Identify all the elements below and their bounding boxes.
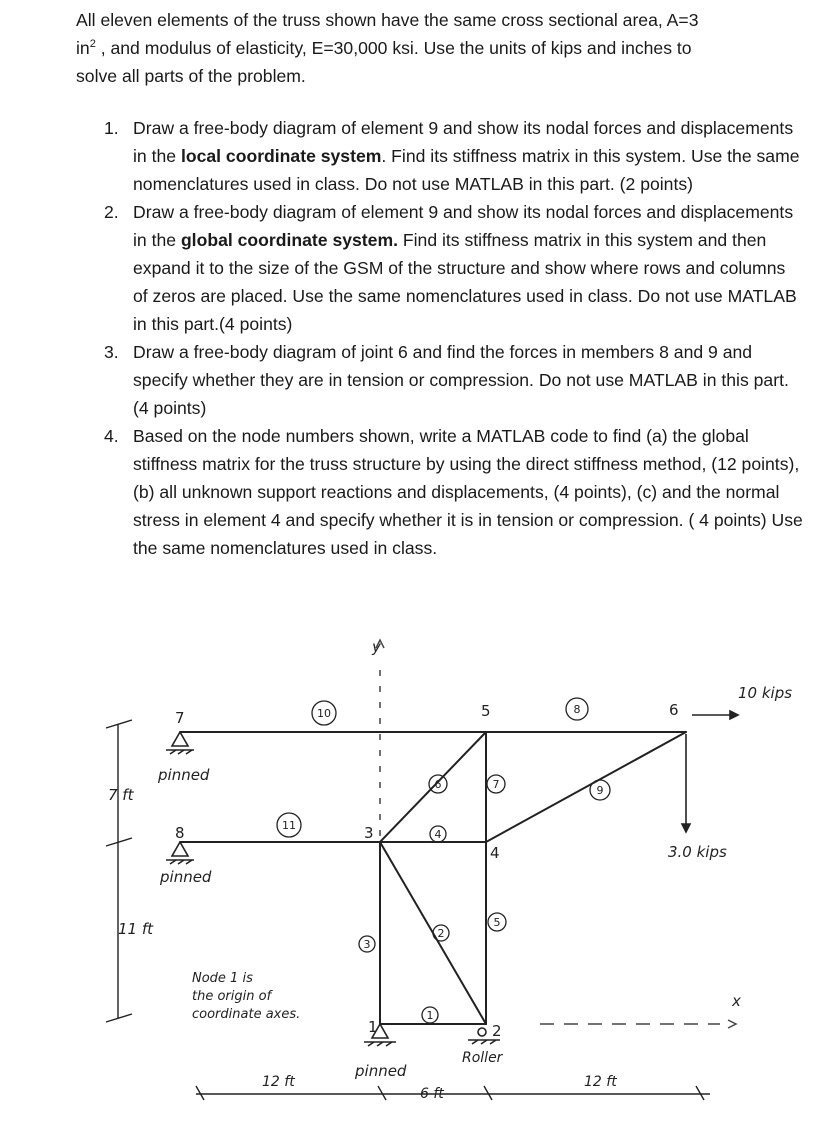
question-number: 3. [104, 342, 119, 362]
question-number: 2. [104, 202, 119, 222]
truss-diagram [0, 630, 818, 1122]
question-emphasis: global coordinate system. [180, 230, 398, 250]
y-axis-label: y [372, 638, 381, 656]
question-list [104, 114, 804, 562]
question-text: Draw a free-body diagram of element 9 and show its nodal forces and displacements in the [133, 202, 794, 250]
dimension-11ft: 11 ft [118, 920, 154, 938]
question-1 [104, 114, 804, 198]
node-label: 5 [481, 702, 491, 720]
dimension-12ft-left: 12 ft [262, 1074, 295, 1090]
node-label: 4 [490, 844, 500, 862]
question-text-end: . Find its stiffness matrix in this system. Use the same nomenclatures used in class. Do not use MATLAB in this part. (2 points) [133, 146, 800, 194]
question-text-end: Find its stiffness matrix in this system and then expand it to the size of the GSM of the structure and show where rows and columns of zeros are placed. Use the same nomenclatures used in class. Do not use MATLAB in this part.(4 points) [133, 230, 797, 334]
element-label: 8 [573, 703, 581, 716]
intro-line-2-rest: , and modulus of elasticity, E=30,000 ksi. Use the units of kips and inches to [95, 38, 692, 58]
question-2 [104, 198, 804, 338]
origin-note-line-3: coordinate axes. [192, 1007, 301, 1022]
pin-support-8-icon [172, 842, 188, 856]
origin-note-line-1: Node 1 is [192, 971, 253, 986]
intro-line-2 [76, 34, 796, 62]
element-label: 4 [434, 828, 442, 841]
x-axis-label: x [732, 992, 741, 1010]
horizontal-load-arrowhead-icon [730, 711, 738, 719]
origin-note-line-2: the origin of [192, 989, 272, 1004]
node-label: 7 [175, 709, 185, 727]
element-label: 1 [426, 1009, 434, 1022]
element-label: 2 [437, 927, 445, 940]
node-label: 2 [492, 1022, 502, 1040]
intro-unit: in [76, 38, 90, 58]
question-emphasis: local coordinate system [180, 146, 382, 166]
node-label: 1 [368, 1018, 378, 1036]
dimension-12ft-right: 12 ft [584, 1074, 617, 1090]
node-label: 6 [669, 701, 679, 719]
node-label: 3 [364, 824, 374, 842]
element-label: 10 [317, 707, 331, 720]
horizontal-load-label: 10 kips [738, 684, 793, 702]
intro-line-3: solve all parts of the problem. [76, 66, 306, 86]
question-text: Draw a free-body diagram of joint 6 and find the forces in members 8 and 9 and specify whether they are in tension or compression. Do not use MATLAB in this part.(4 points) [133, 342, 789, 418]
intro-line-1: All eleven elements of the truss shown have the same cross sectional area, A=3 [76, 10, 699, 30]
element-label: 5 [493, 916, 501, 929]
element-label: 9 [596, 784, 604, 797]
element-label: 3 [363, 938, 371, 951]
question-number: 1. [104, 118, 119, 138]
pin-support-7-icon [172, 732, 188, 746]
vertical-load-arrowhead-icon [682, 824, 690, 832]
node-label: 8 [175, 824, 185, 842]
question-3 [104, 338, 804, 422]
dimension-6ft: 6 ft [420, 1086, 444, 1102]
question-text: Draw a free-body diagram of element 9 and show its nodal forces and displacements in the [133, 118, 794, 166]
dimension-7ft: 7 ft [108, 786, 134, 804]
problem-intro [76, 6, 796, 90]
roller-support-2-icon [478, 1028, 486, 1036]
pinned-label-8: pinned [160, 868, 212, 886]
element-label: 7 [492, 778, 500, 791]
question-4 [104, 422, 804, 562]
x-axis-arrow-icon [728, 1020, 736, 1028]
question-text: Based on the node numbers shown, write a MATLAB code to find (a) the global stiffness matrix for the truss structure by using the direct stiffness method, (12 points), (b) all unknown support reactions and displacements, (4 points), (c) and the normal stress in element 4 and specify whether it is in tension or compression. ( 4 points) Use the same nomenclatures used in class. [133, 426, 803, 558]
member-9 [486, 732, 686, 842]
member-6 [380, 732, 486, 842]
intro-unit-exponent: 2 [89, 38, 96, 51]
element-label: 6 [434, 778, 442, 791]
element-label: 11 [282, 819, 296, 832]
vertical-load-label: 3.0 kips [668, 843, 727, 861]
pinned-label-7: pinned [158, 766, 210, 784]
roller-label: Roller [462, 1050, 503, 1066]
question-number: 4. [104, 426, 119, 446]
pinned-label-1: pinned [355, 1062, 407, 1080]
